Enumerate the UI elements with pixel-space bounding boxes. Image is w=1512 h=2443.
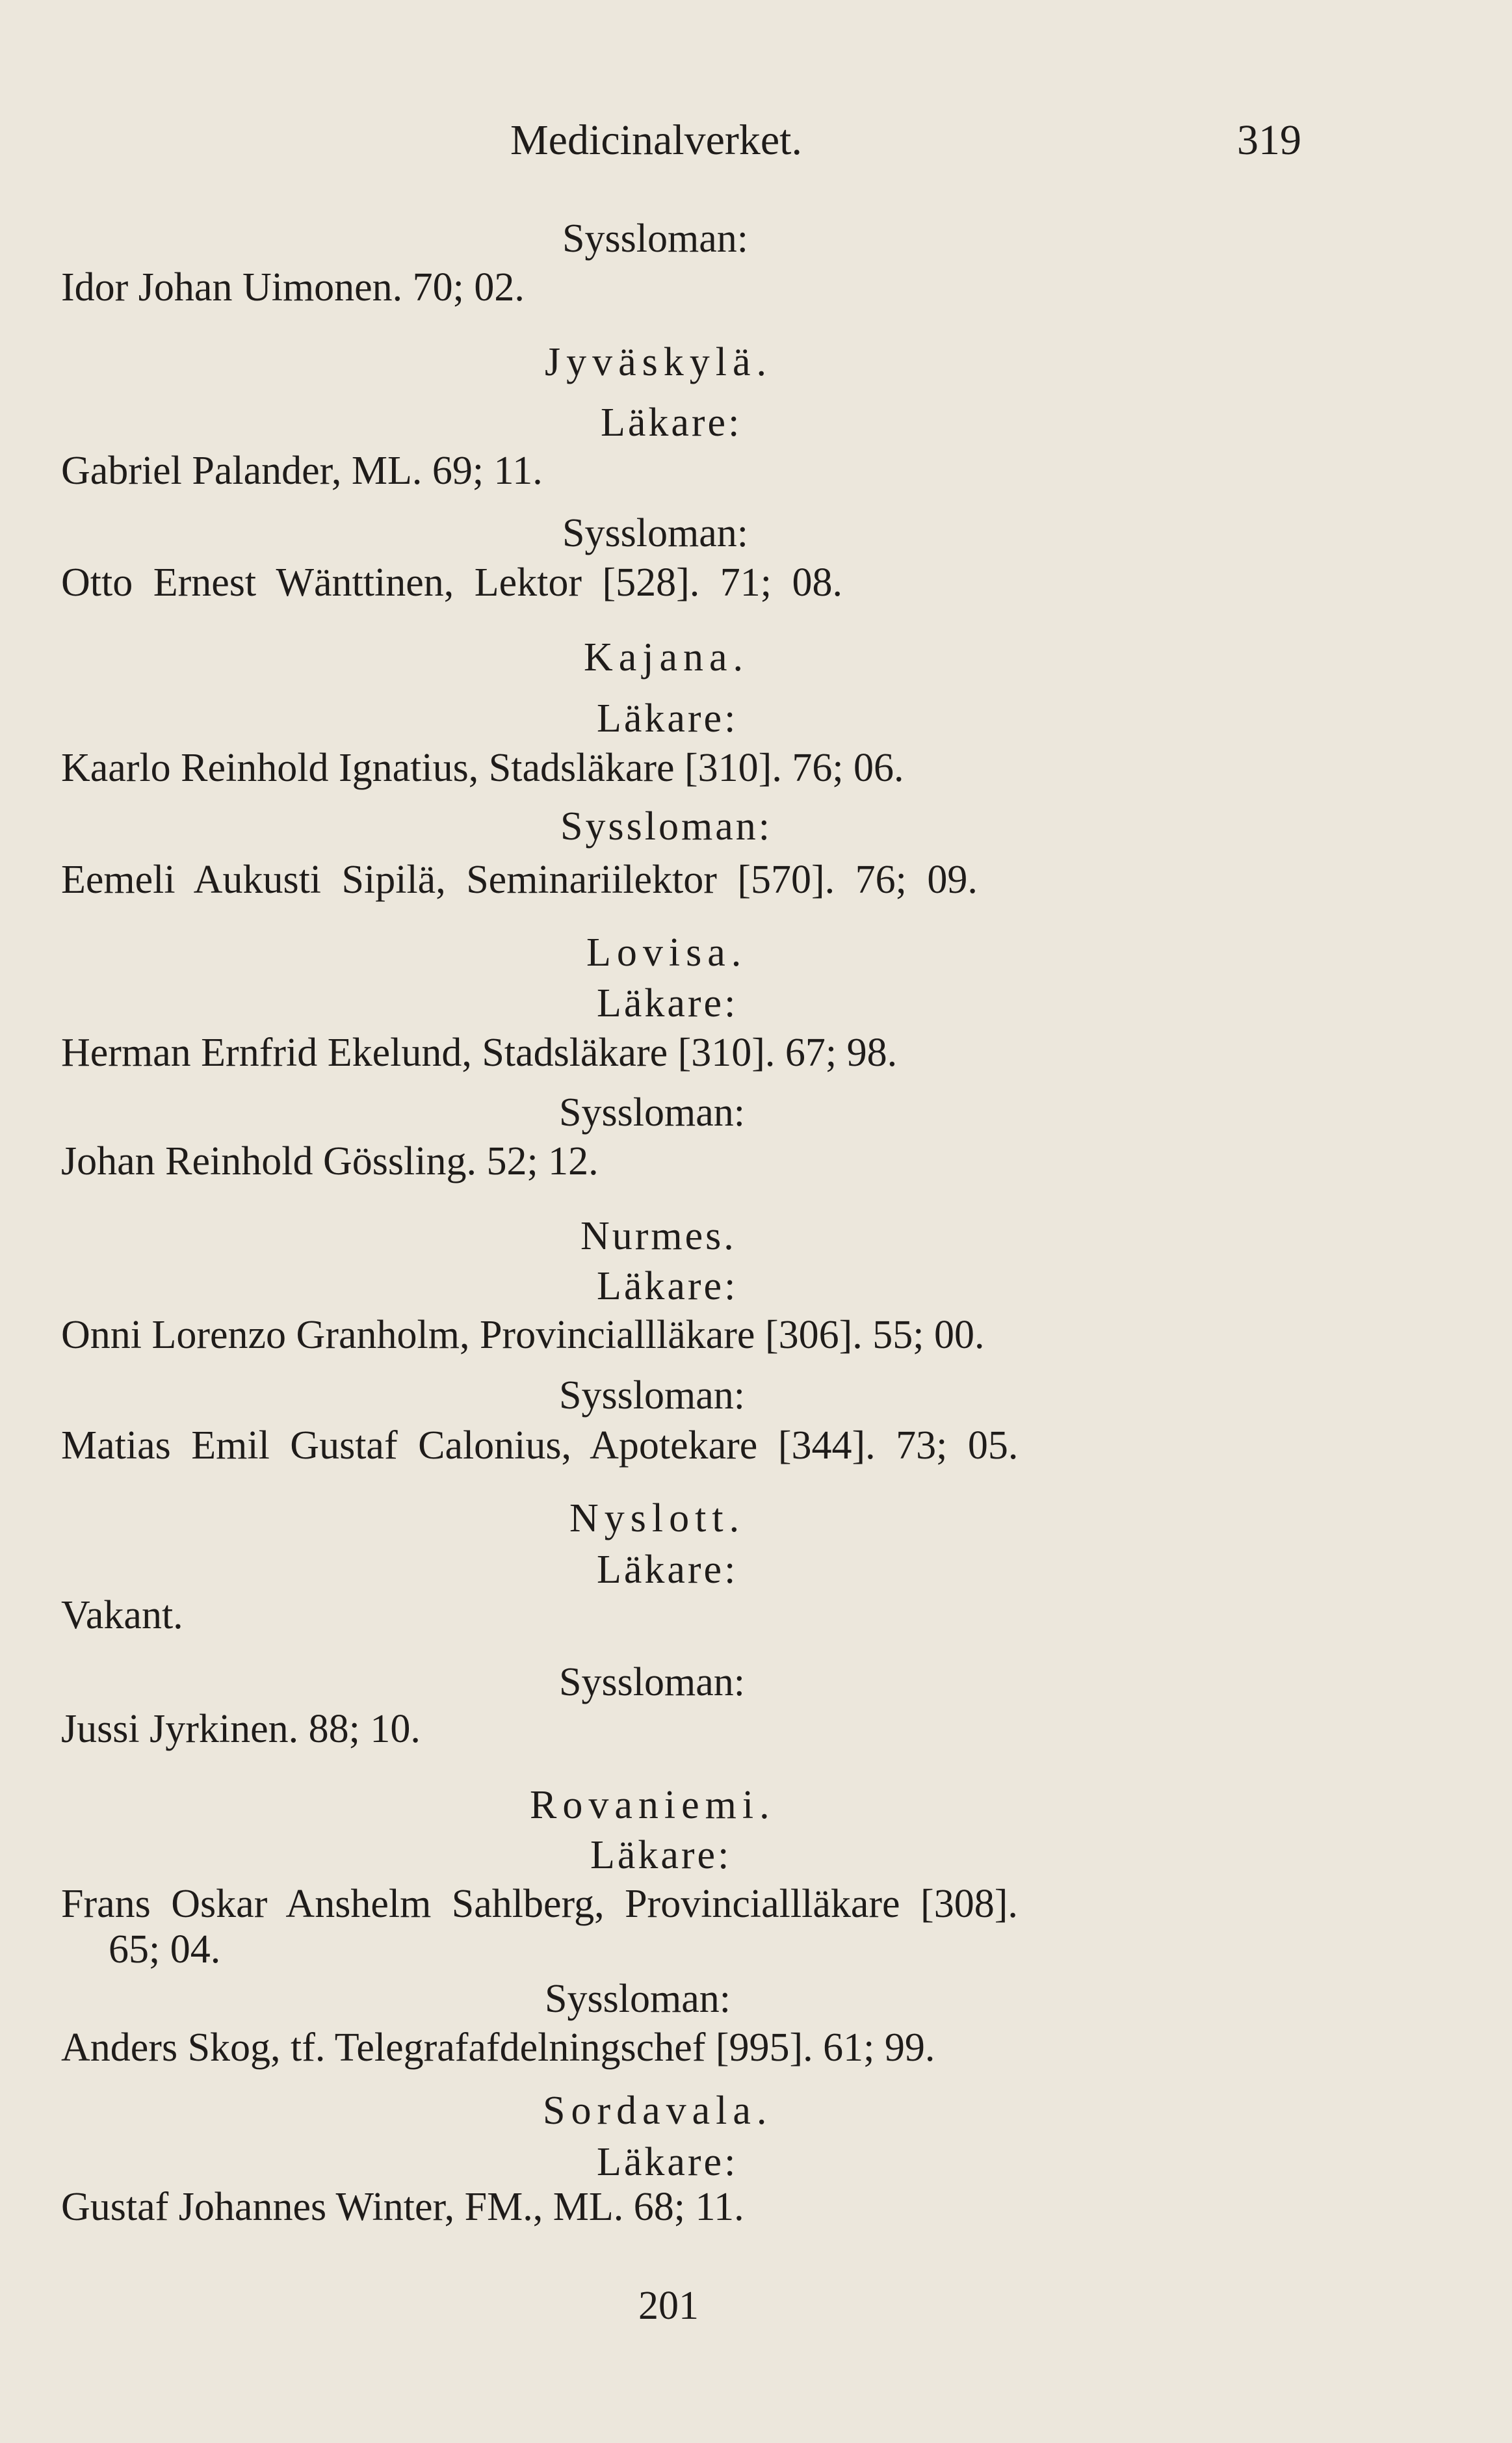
subheading-lakare: Läkare: <box>597 2140 738 2184</box>
subheading-syssloman: Syssloman: <box>545 1977 731 2021</box>
page-number: 319 <box>1237 116 1301 164</box>
entry-line: Herman Ernfrid Ekelund, Stadsläkare [310]. 67; 98. <box>61 1031 898 1075</box>
entry-line: Eemeli Aukusti Sipilä, Seminariilektor [570]. 76; 09. <box>61 858 978 902</box>
town-heading: Nyslott. <box>569 1496 746 1540</box>
entry-line: Frans Oskar Anshelm Sahlberg, Provinciallläkare [308]. <box>61 1882 1018 1926</box>
subheading-lakare: Läkare: <box>597 1548 738 1592</box>
subheading-lakare: Läkare: <box>597 981 738 1025</box>
subheading-lakare: Läkare: <box>597 696 738 741</box>
subheading-syssloman: Syssloman: <box>562 511 748 555</box>
entry-line: Otto Ernest Wänttinen, Lektor [528]. 71; 08. <box>61 561 843 605</box>
entry-line: Matias Emil Gustaf Calonius, Apotekare [344]. 73; 05. <box>61 1423 1019 1468</box>
entry-line: Johan Reinhold Gössling. 52; 12. <box>61 1139 599 1183</box>
entry-line: Idor Johan Uimonen. 70; 02. <box>61 265 525 310</box>
town-heading: Jyväskylä. <box>545 340 773 384</box>
entry-line: Kaarlo Reinhold Ignatius, Stadsläkare [310]. 76; 06. <box>61 746 904 790</box>
entry-line-continuation: 65; 04. <box>109 1927 221 1972</box>
entry-line: Onni Lorenzo Granholm, Provinciallläkare [306]. 55; 00. <box>61 1313 985 1357</box>
subheading-syssloman: Syssloman: <box>559 1660 745 1704</box>
subheading-syssloman: Syssloman: <box>559 1373 745 1418</box>
town-heading: Kajana. <box>584 635 749 680</box>
entry-line: Gustaf Johannes Winter, FM., ML. 68; 11. <box>61 2185 744 2229</box>
town-heading: Lovisa. <box>586 931 748 975</box>
subheading-lakare: Läkare: <box>601 401 742 445</box>
entry-line: Vakant. <box>61 1593 183 1637</box>
entry-line: Jussi Jyrkinen. 88; 10. <box>61 1707 421 1751</box>
running-head: Medicinalverket. <box>510 116 802 164</box>
subheading-lakare: Läkare: <box>597 1264 738 1308</box>
town-heading: Rovaniemi. <box>530 1783 776 1827</box>
subheading-syssloman: Syssloman: <box>560 804 772 849</box>
subheading-syssloman: Syssloman: <box>562 217 748 261</box>
signature-mark: 201 <box>638 2284 699 2328</box>
town-heading: Sordavala. <box>543 2089 773 2133</box>
subheading-lakare: Läkare: <box>590 1833 732 1877</box>
entry-line: Gabriel Palander, ML. 69; 11. <box>61 449 543 493</box>
entry-line: Anders Skog, tf. Telegrafafdelningschef [995]. 61; 99. <box>61 2026 935 2070</box>
subheading-syssloman: Syssloman: <box>559 1090 745 1135</box>
town-heading: Nurmes. <box>580 1214 736 1258</box>
